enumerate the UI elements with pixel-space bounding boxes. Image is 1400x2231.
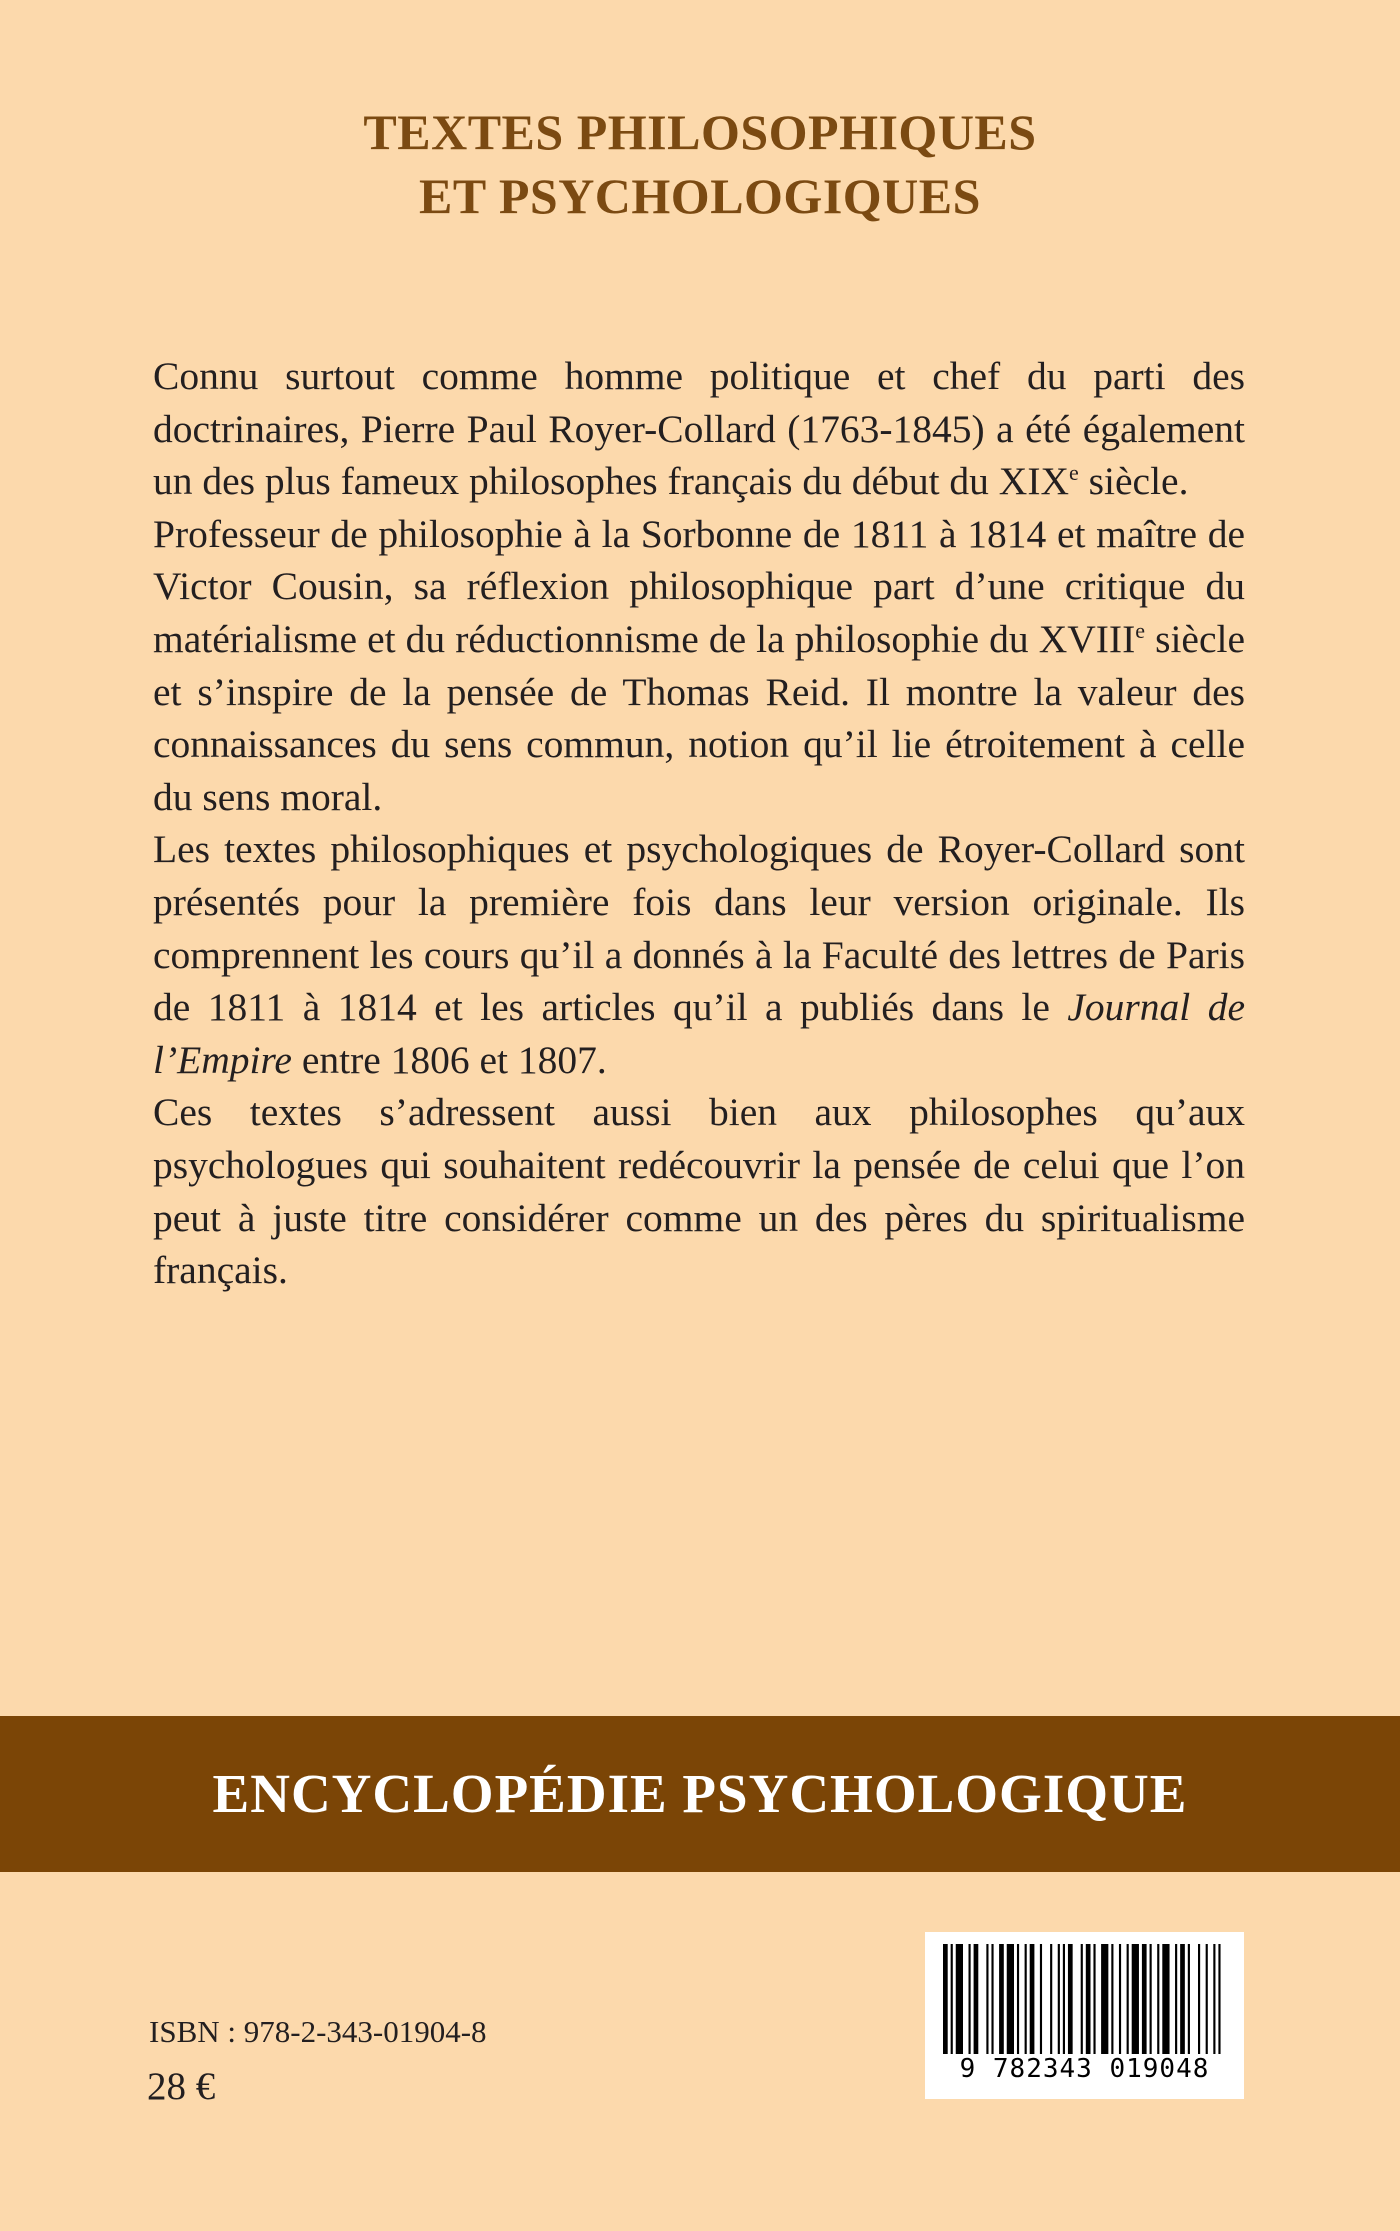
- paragraph-2-text-end: siècle et s’inspire de la pensée de Thomas Reid. Il montre la valeur des connaissances du sens commun, notion qu’il lie étroitement à celle du sens moral.: [153, 616, 1246, 819]
- back-cover-description: [153, 350, 1245, 1297]
- paragraph-3-text-end: entre 1806 et 1807.: [291, 1037, 607, 1082]
- barcode-bar-27: [1157, 1944, 1159, 2054]
- title-line-1: TEXTES PHILOSOPHIQUES: [363, 104, 1037, 160]
- barcode-bar-17: [1081, 1944, 1083, 2054]
- series-band: [0, 1716, 1400, 1872]
- barcode-bar-30: [1180, 1944, 1185, 2054]
- description-paragraph-1: [153, 350, 1245, 508]
- barcode-bar-2: [956, 1944, 963, 2054]
- barcode-bar-0: [943, 1944, 948, 2054]
- barcode-bar-4: [974, 1944, 979, 2054]
- barcode-bar-13: [1050, 1944, 1052, 2054]
- barcode-digits: 9 782343 019048: [959, 2054, 1210, 2084]
- barcode-bar-25: [1142, 1944, 1147, 2054]
- barcode-bar-24: [1132, 1944, 1139, 2054]
- barcode-bar-35: [1218, 1944, 1220, 2054]
- barcode-bar-21: [1111, 1944, 1113, 2054]
- barcode-bar-7: [999, 1944, 1004, 2054]
- barcode-bar-12: [1040, 1944, 1042, 2054]
- barcode-bar-18: [1086, 1944, 1091, 2054]
- paragraph-2-text: Professeur de philosophie à la Sorbonne de 1811 à 1814 et maître de Victor Cousin, sa réflexion philosophique part d’une critique du matérialisme et du réductionnisme de la philosophie du XVIII: [153, 511, 1245, 661]
- barcode-bar-1: [951, 1944, 953, 2054]
- barcode: [925, 1932, 1244, 2099]
- paragraph-1-text: Connu surtout comme homme politique et chef du parti des doctrinaires, Pierre Paul Royer-Collard (1763-1845) a été également un des plus fameux philosophes français du début du XIX: [153, 354, 1245, 504]
- description-paragraph-4: Ces textes s’adressent aussi bien aux philosophes qu’aux psychologues qui souhaitent redécouvrir la pensée de celui que l’on peut à juste titre considérer comme un des pères du spiritualisme français.: [153, 1090, 1245, 1293]
- barcode-bar-20: [1101, 1944, 1108, 2054]
- barcode-bar-26: [1150, 1944, 1152, 2054]
- barcode-bar-19: [1093, 1944, 1095, 2054]
- superscript-e: e: [1069, 460, 1079, 486]
- barcode-bar-32: [1198, 1944, 1200, 2054]
- barcode-bar-9: [1017, 1944, 1019, 2054]
- description-paragraph-3: [153, 823, 1245, 1086]
- barcode-bar-6: [991, 1944, 993, 2054]
- price-text: 28 €: [147, 2065, 216, 2108]
- barcode-bar-5: [986, 1944, 988, 2054]
- description-paragraph-2: [153, 508, 1245, 824]
- series-name: ENCYCLOPÉDIE PSYCHOLOGIQUE: [212, 1763, 1188, 1824]
- barcode-bar-10: [1025, 1944, 1027, 2054]
- barcode-bar-11: [1030, 1944, 1035, 2054]
- barcode-bar-31: [1188, 1944, 1190, 2054]
- barcode-bar-34: [1213, 1944, 1215, 2054]
- barcode-bars: [943, 1944, 1226, 2054]
- barcode-bar-16: [1068, 1944, 1073, 2054]
- title-line-2: ET PSYCHOLOGIQUES: [419, 168, 981, 224]
- barcode-bar-23: [1127, 1944, 1129, 2054]
- barcode-bar-29: [1175, 1944, 1177, 2054]
- isbn-text: ISBN : 978-2-343-01904-8: [149, 2014, 487, 2049]
- barcode-bar-28: [1162, 1944, 1169, 2054]
- superscript-e: e: [1135, 617, 1146, 643]
- cover-title: [0, 100, 1400, 228]
- barcode-bar-22: [1119, 1944, 1121, 2054]
- paragraph-1-text-end: siècle.: [1078, 459, 1189, 504]
- barcode-bar-15: [1063, 1944, 1065, 2054]
- barcode-bar-8: [1007, 1944, 1014, 2054]
- paragraph-3-text: Les textes philosophiques et psychologiques de Royer-Collard sont présentés pour la première fois dans leur version originale. Ils comprennent les cours qu’il a donnés à la Faculté des lettres de Paris de 1811 à 1814 et les articles qu’il a publiés dans le: [153, 827, 1245, 1030]
- barcode-bar-3: [969, 1944, 971, 2054]
- barcode-bar-14: [1058, 1944, 1060, 2054]
- barcode-bar-33: [1206, 1944, 1208, 2054]
- journal-title: Journal de l’Empire: [153, 985, 1245, 1082]
